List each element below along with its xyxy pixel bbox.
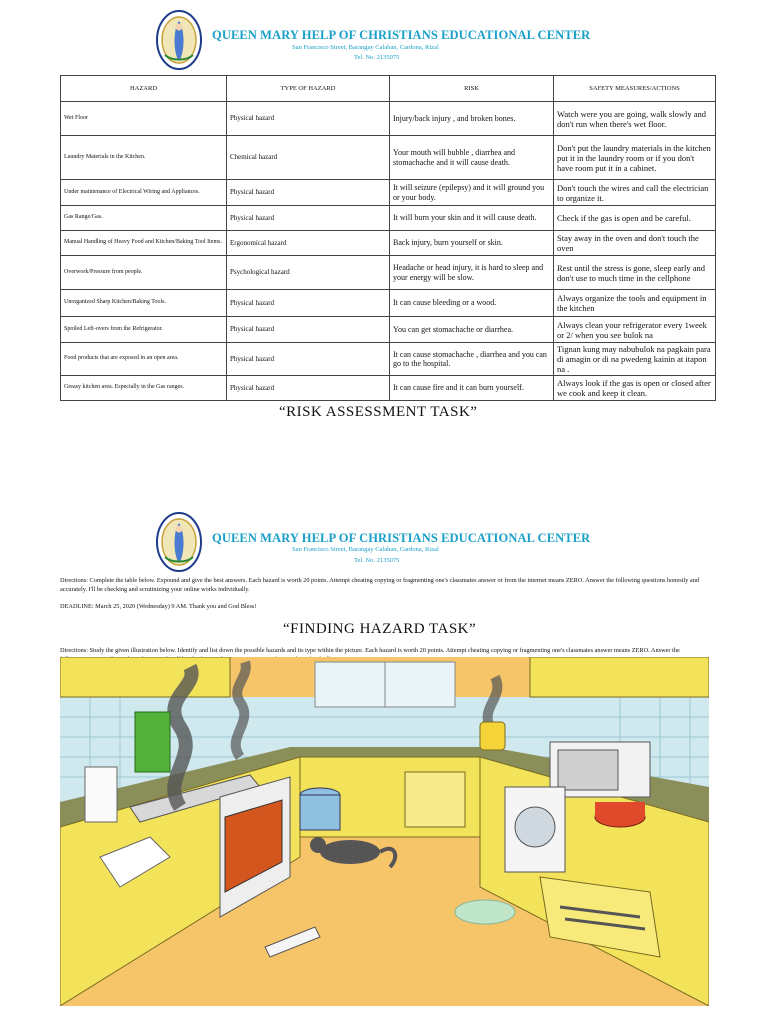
table-row	[61, 290, 716, 317]
hazard-type-cell: Physical hazard	[227, 376, 390, 401]
hazard-type-cell: Physical hazard	[227, 180, 390, 206]
risk-cell: It will seizure (epilepsy) and it will ground you or your body.	[390, 180, 554, 206]
table-row	[61, 231, 716, 256]
safety-measure-cell: Always clean your refrigerator every 1week or 2/ when you see bulok na	[554, 317, 716, 343]
hazard-cell: Gas Range/Gas.	[61, 206, 227, 231]
risk-cell: It can cause bleeding or a wood.	[390, 290, 554, 317]
risk-assessment-title: “RISK ASSESSMENT TASK”	[279, 404, 478, 420]
hazard-cell: Wet Floor	[61, 102, 227, 136]
column-header: RISK	[390, 76, 554, 102]
hazard-type-cell: Psychological hazard	[227, 256, 390, 290]
table-row	[61, 206, 716, 231]
directions-text: Directions: Complete the table below. Expound and give the best answers. Each hazard is worth 20 points. Attempt cheating copying or fragmenting one's classmates answer or from the internet means ZERO. Answer the following questions honestly and accurately. I'll be checking and scrutinizing your online works individually.	[60, 577, 700, 593]
risk-cell: Your mouth will bubble , diarrhea and stomachache and it will cause death.	[390, 136, 554, 180]
hazard-cell: Spoiled Left-overs from the Refrigerator.	[61, 317, 227, 343]
hazard-type-cell: Physical hazard	[227, 206, 390, 231]
kitchen-hazard-illustration	[60, 657, 709, 1006]
safety-measure-cell: Tignan kung may nabubulok na pagkain para di amagin or di na pwedeng kainin at itapon na .	[554, 343, 716, 376]
table-row	[61, 317, 716, 343]
risk-cell: Injury/back injury , and broken bones.	[390, 102, 554, 136]
risk-cell: It can cause fire and it can burn yourself.	[390, 376, 554, 401]
hazard-cell: Unorganized Sharp Kitchen/Baking Tools.	[61, 290, 227, 317]
safety-measure-cell: Watch were you are going, walk slowly and don't run when there's wet floor.	[554, 102, 716, 136]
safety-measure-cell: Don't touch the wires and call the electrician to organize it.	[554, 180, 716, 206]
risk-cell: Back injury, burn yourself or skin.	[390, 231, 554, 256]
hazard-cell: Manual Handling of Heavy Food and Kitchen/Baking Tool Items.	[61, 231, 227, 256]
hazard-type-cell: Ergonomical hazard	[227, 231, 390, 256]
school-seal-icon	[155, 511, 203, 573]
hazard-type-cell: Physical hazard	[227, 290, 390, 317]
school-tel: Tel. No. 2135075	[354, 54, 400, 61]
finding-hazard-title: “FINDING HAZARD TASK”	[283, 621, 477, 637]
column-header: HAZARD	[61, 76, 227, 102]
safety-measure-cell: Always look if the gas is open or closed after we cook and keep it clean.	[554, 376, 716, 401]
school-address: San Francisco Street, Barangay Calahan, Cardona, Rizal	[292, 44, 439, 51]
column-header: TYPE OF HAZARD	[227, 76, 390, 102]
table-row	[61, 343, 716, 376]
hazard-cell: Laundry Materials in the Kitchen.	[61, 136, 227, 180]
risk-cell: Headache or head injury, it is hard to sleep and your energy will be slow.	[390, 256, 554, 290]
hazard-cell: Greasy kitchen area. Especially in the Gas ranges.	[61, 376, 227, 401]
risk-cell: It can cause stomachache , diarrhea and you can go to the hospital.	[390, 343, 554, 376]
school-name: QUEEN MARY HELP OF CHRISTIANS EDUCATIONAL CENTER	[212, 531, 591, 545]
hazard-table	[60, 75, 716, 401]
table-row	[61, 136, 716, 180]
school-seal-icon	[155, 9, 203, 71]
hazard-cell: Under maintenance of Electrical Wiring and Appliances.	[61, 180, 227, 206]
school-address: San Francisco Street, Barangay Calahan, Cardona, Rizal	[292, 546, 439, 553]
hazard-type-cell: Physical hazard	[227, 102, 390, 136]
hazard-cell: Food products that are exposed in an open area.	[61, 343, 227, 376]
risk-cell: It will burn your skin and it will cause death.	[390, 206, 554, 231]
table-row	[61, 256, 716, 290]
school-name: QUEEN MARY HELP OF CHRISTIANS EDUCATIONAL CENTER	[212, 28, 591, 42]
safety-measure-cell: Always organize the tools and equipment in the kitchen	[554, 290, 716, 317]
deadline-text: DEADLINE: March 25, 2020 (Wednesday) 9 AM. Thank you and God Bless!	[60, 603, 257, 610]
school-tel: Tel. No. 2135075	[354, 557, 400, 564]
risk-cell: You can get stomachache or diarrhea.	[390, 317, 554, 343]
table-row	[61, 102, 716, 136]
safety-measure-cell: Don't put the laundry materials in the kitchen put it in the laundry room or if you don't have room put it in a cabinet.	[554, 136, 716, 180]
hazard-type-cell: Physical hazard	[227, 343, 390, 376]
column-header: SAFETY MEASURES/ACTIONS	[554, 76, 716, 102]
safety-measure-cell: Rest until the stress is gone, sleep early and don't use to much time in the cellphone	[554, 256, 716, 290]
hazard-type-cell: Chemical hazard	[227, 136, 390, 180]
safety-measure-cell: Stay away in the oven and don't touch the oven	[554, 231, 716, 256]
table-header-row	[61, 76, 716, 102]
directions-text: Directions: Study the given illustration below. Identify and list down the possible hazards and its type within the picture. Each hazard is worth 20 points. Attempt cheating copying or fragmenting one's classmates answer means ZERO. Answer the	[60, 647, 680, 654]
safety-measure-cell: Check if the gas is open and be careful.	[554, 206, 716, 231]
hazard-cell: Overwork/Pressure from people.	[61, 256, 227, 290]
table-row	[61, 376, 716, 401]
table-row	[61, 180, 716, 206]
hazard-type-cell: Physical hazard	[227, 317, 390, 343]
